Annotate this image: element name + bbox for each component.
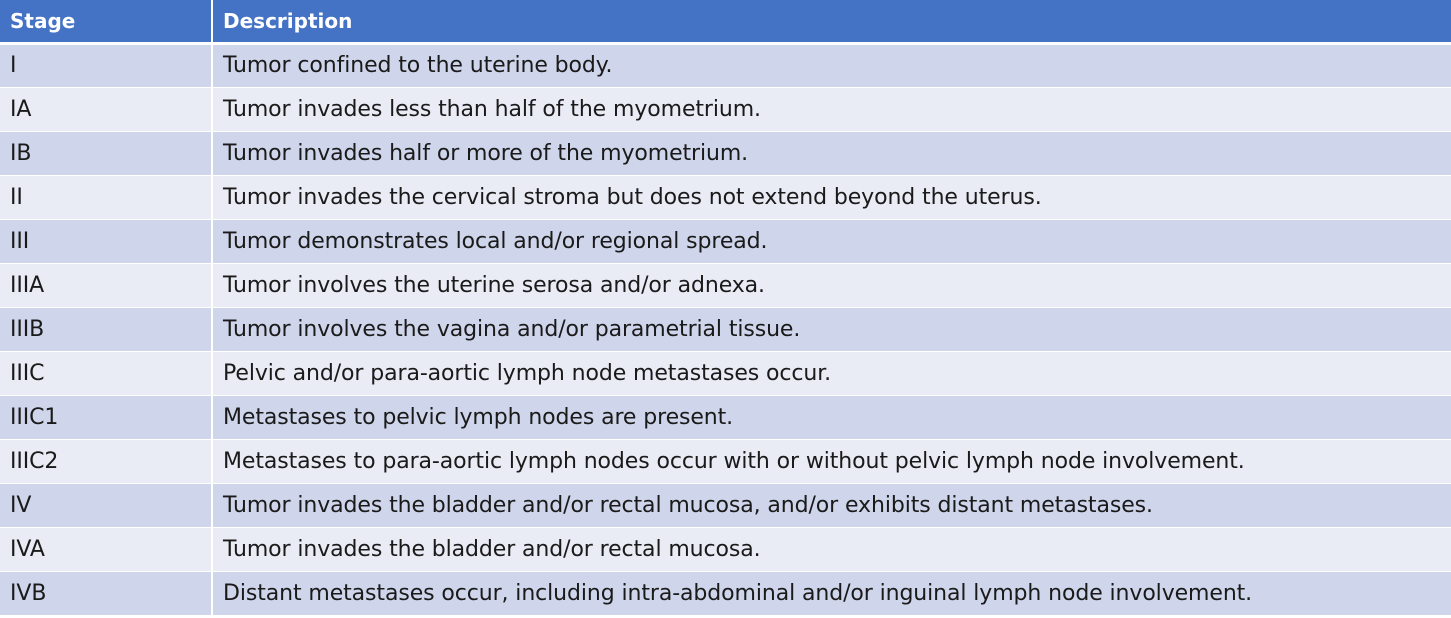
- table-row: [0, 483, 1451, 527]
- description-cell: Metastases to para-aortic lymph nodes occur with or without pelvic lymph node involvement.: [212, 439, 1451, 483]
- table-row: [0, 131, 1451, 175]
- table-row: [0, 439, 1451, 483]
- table-row: [0, 395, 1451, 439]
- stage-cell: IIIC: [0, 351, 212, 395]
- table-row: [0, 307, 1451, 351]
- table-row: [0, 571, 1451, 615]
- stage-cell: IIIB: [0, 307, 212, 351]
- description-cell: Tumor invades the bladder and/or rectal mucosa.: [212, 527, 1451, 571]
- table-row: [0, 527, 1451, 571]
- description-cell: Tumor invades half or more of the myometrium.: [212, 131, 1451, 175]
- description-cell: Tumor invades the bladder and/or rectal mucosa, and/or exhibits distant metastases.: [212, 483, 1451, 527]
- description-cell: Tumor invades less than half of the myometrium.: [212, 87, 1451, 131]
- description-cell: Tumor confined to the uterine body.: [212, 43, 1451, 87]
- stage-cell: IIIC2: [0, 439, 212, 483]
- description-cell: Tumor involves the uterine serosa and/or adnexa.: [212, 263, 1451, 307]
- description-cell: Tumor invades the cervical stroma but does not extend beyond the uterus.: [212, 175, 1451, 219]
- stage-cell: IIIA: [0, 263, 212, 307]
- table-row: [0, 219, 1451, 263]
- header-stage: Stage: [0, 0, 212, 43]
- table-row: [0, 43, 1451, 87]
- stage-cell: IVB: [0, 571, 212, 615]
- stage-cell: IA: [0, 87, 212, 131]
- table-row: [0, 263, 1451, 307]
- table-row: [0, 87, 1451, 131]
- stage-cell: IIIC1: [0, 395, 212, 439]
- description-cell: Tumor demonstrates local and/or regional spread.: [212, 219, 1451, 263]
- description-cell: Distant metastases occur, including intra-abdominal and/or inguinal lymph node involvement.: [212, 571, 1451, 615]
- stage-cell: IV: [0, 483, 212, 527]
- stage-cell: III: [0, 219, 212, 263]
- stage-cell: IB: [0, 131, 212, 175]
- description-cell: Pelvic and/or para-aortic lymph node metastases occur.: [212, 351, 1451, 395]
- table-row: [0, 351, 1451, 395]
- header-row: [0, 0, 1451, 43]
- header-description: Description: [212, 0, 1451, 43]
- table-row: [0, 175, 1451, 219]
- description-cell: Metastases to pelvic lymph nodes are present.: [212, 395, 1451, 439]
- stage-cell: I: [0, 43, 212, 87]
- description-cell: Tumor involves the vagina and/or parametrial tissue.: [212, 307, 1451, 351]
- stage-cell: IVA: [0, 527, 212, 571]
- stage-cell: II: [0, 175, 212, 219]
